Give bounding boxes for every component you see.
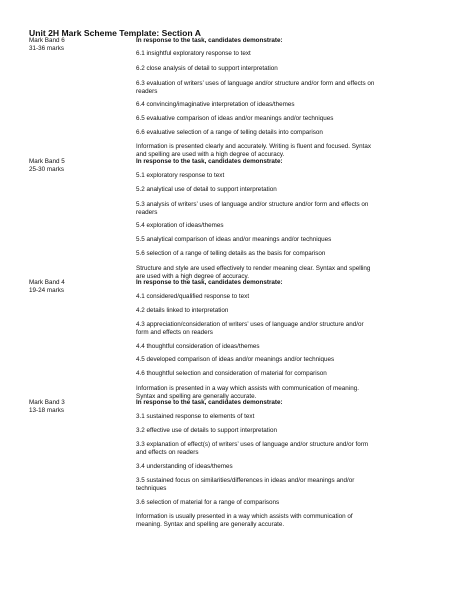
criterion-item: 3.6 selection of material for a range of comparisons: [136, 499, 280, 506]
criterion-item: 6.2 close analysis of detail to support interpretation: [136, 65, 278, 72]
criterion-item: 5.1 exploratory response to text: [136, 172, 225, 179]
criterion-item: 6.5 evaluative comparison of ideas and/or meanings and/or techniques: [136, 115, 334, 122]
criterion-item: 5.5 analytical comparison of ideas and/or meanings and/or techniques: [136, 236, 332, 243]
criterion-item: 3.4 understanding of ideas/themes: [136, 463, 233, 470]
band-summary: Information is presented clearly and accurately. Writing is fluent and focused. Syntax and spelling are used with a high degree of accuracy.: [136, 143, 371, 158]
band-heading: In response to the task, candidates demonstrate:: [136, 279, 283, 286]
criterion-item: 4.3 appreciation/consideration of writers’ uses of language and/or structure and/or form and effects on readers: [136, 321, 364, 336]
criterion-item: 3.2 effective use of details to support interpretation: [136, 427, 277, 434]
criterion-item: 3.1 sustained response to elements of text: [136, 413, 255, 420]
band-name: Mark Band 5: [29, 158, 65, 165]
band-name: Mark Band 6: [29, 37, 65, 44]
band-heading: In response to the task, candidates demonstrate:: [136, 37, 283, 44]
band-marks: 13-18 marks: [29, 406, 64, 414]
criterion-item: 3.3 explanation of effect(s) of writers’ uses of language and/or structure and/or form and effects on readers: [136, 441, 369, 456]
criterion-item: 4.1 considered/qualified response to text: [136, 293, 250, 300]
criterion-item: 5.2 analytical use of detail to support interpretation: [136, 186, 277, 193]
criterion-item: 5.6 selection of a range of telling details as the basis for comparison: [136, 250, 326, 257]
page-title: Unit 2H Mark Scheme Template: Section A: [29, 28, 201, 38]
criterion-item: 5.3 analysis of writers’ uses of language and/or structure and/or form and effects on readers: [136, 201, 369, 216]
band-marks: 31-36 marks: [29, 44, 64, 52]
criterion-item: 6.1 insightful exploratory response to text: [136, 50, 251, 57]
criterion-item: 4.4 thoughtful consideration of ideas/themes: [136, 343, 260, 350]
band-heading: In response to the task, candidates demonstrate:: [136, 399, 283, 406]
band-heading: In response to the task, candidates demonstrate:: [136, 158, 283, 165]
band-marks: 25-30 marks: [29, 165, 64, 173]
band-summary: Information is usually presented in a way which assists with communication of meaning. Syntax and spelling are generally accurate.: [136, 513, 353, 528]
band-summary: Information is presented in a way which assists with communication of meaning. Syntax and spelling are generally accurate.: [136, 385, 359, 400]
band-summary: Structure and style are used effectively to render meaning clear. Syntax and spelling are used with a high degree of accuracy.: [136, 265, 371, 280]
criterion-item: 5.4 exploration of ideas/themes: [136, 222, 224, 229]
band-marks: 19-24 marks: [29, 286, 64, 294]
criterion-item: 4.6 thoughtful selection and consideration of material for comparison: [136, 370, 327, 377]
criterion-item: 3.5 sustained focus on similarities/differences in ideas and/or meanings and/or techniques: [136, 477, 355, 492]
criterion-item: 6.6 evaluative selection of a range of telling details into comparison: [136, 129, 323, 136]
criterion-item: 4.2 details linked to interpretation: [136, 307, 229, 314]
criterion-item: 6.3 evaluation of writers’ uses of language and/or structure and/or form and effects on readers: [136, 80, 375, 95]
band-name: Mark Band 3: [29, 399, 65, 406]
criterion-item: 4.5 developed comparison of ideas and/or meanings and/or techniques: [136, 356, 335, 363]
band-name: Mark Band 4: [29, 279, 65, 286]
criterion-item: 6.4 convincing/imaginative interpretation of ideas/themes: [136, 101, 295, 108]
